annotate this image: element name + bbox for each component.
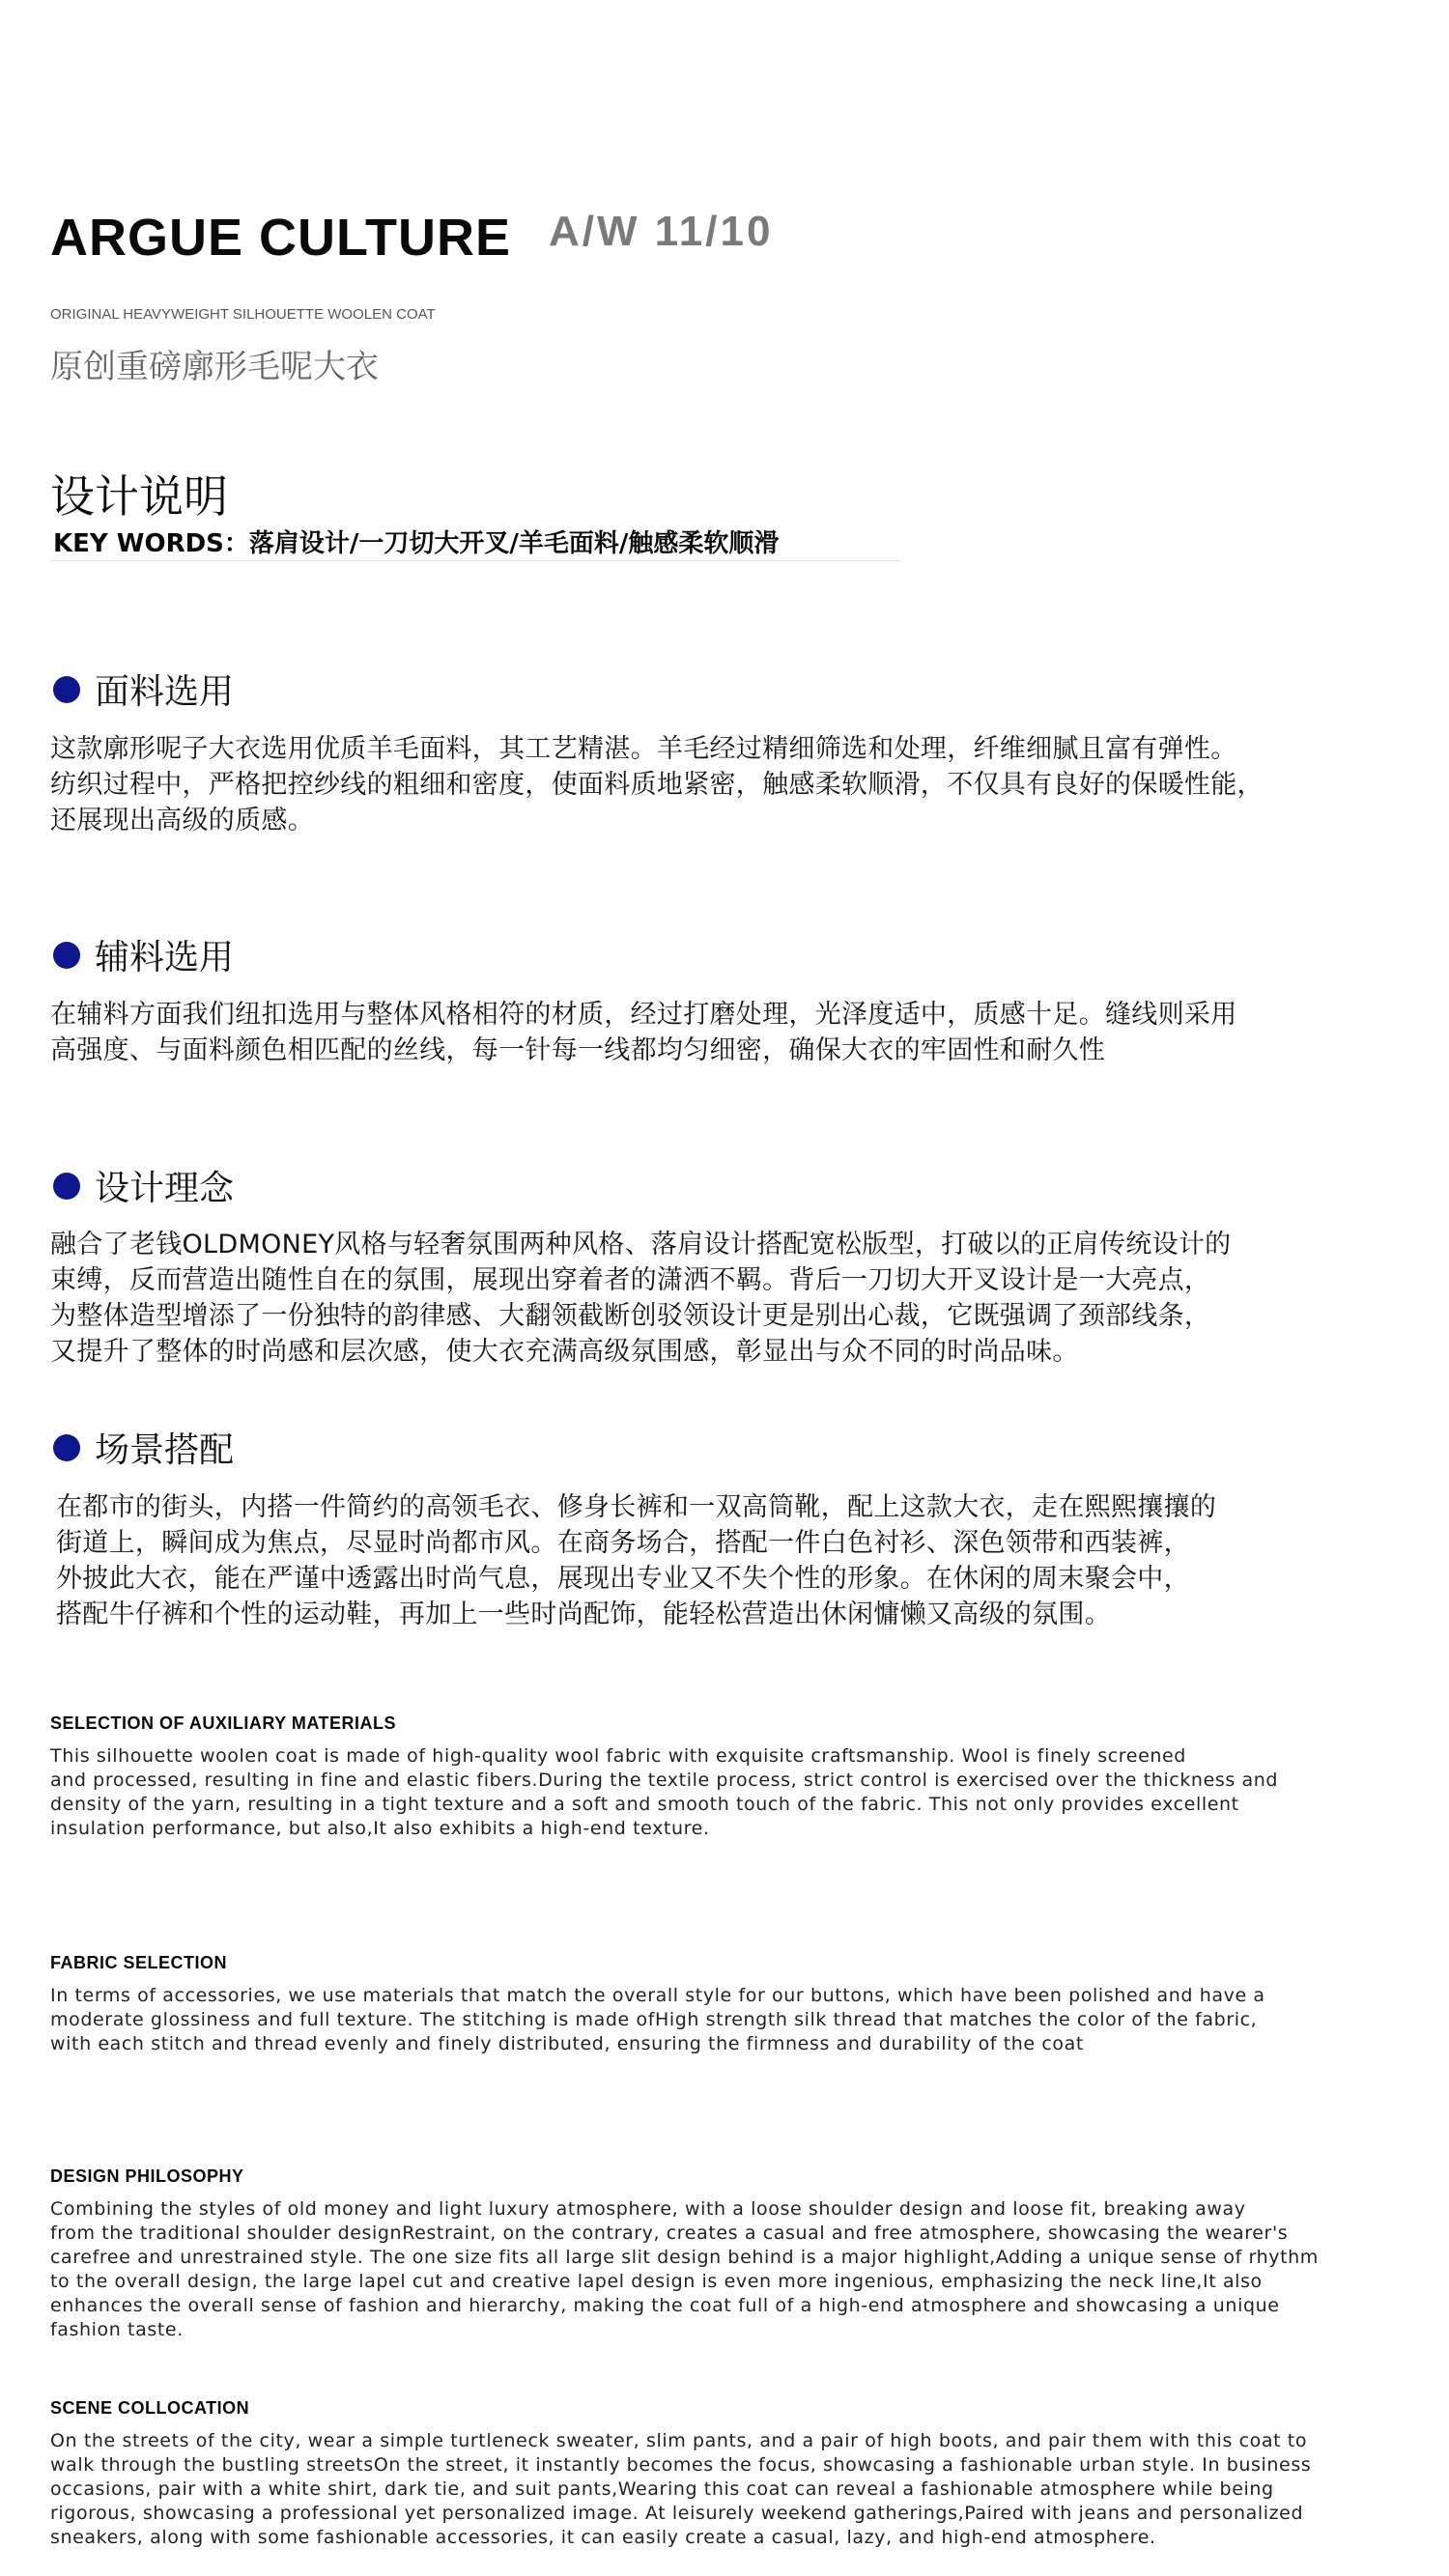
accessories-section-heading xyxy=(53,930,234,979)
en-design-text: Combining the styles of old money and light luxury atmosphere, with a loose shoulder design and loose fit, breaking away from the traditional shoulder designRestraint, on the contrary, creates a casual and free atmosphere, showcasing the wearer's carefree and unrestrained style. The one size fits all large slit design behind is a major highlight,Adding a unique sense of rhythm to the overall design, the large lapel cut and creative lapel design is even more ingenious, emphasizing the neck line,It also enhances the overall sense of fashion and hierarchy, making the coat full of a high-end atmosphere and showcasing a unique fashion taste. xyxy=(50,2198,1319,2340)
keywords-line: KEY WORDS：落肩设计/一刀切大开叉/羊毛面料/触感柔软顺滑 xyxy=(53,529,780,558)
concept-section-text: 融合了老钱OLDMONEY风格与轻奢氛围两种风格、落肩设计搭配宽松版型，打破以的正肩传统设计的 束缚，反而营造出随性自在的氛围，展现出穿着者的潇洒不羁。背后一刀切大开叉设计是一大亮点， 为整体造型增添了一份独特的韵律感、大翻领截断创驳领设计更是别出心裁，它既强调了颈部线条， 又提升了整体的时尚感和层次感，使大衣充满高级氛围感，彰显出与众不同的时尚品味。 xyxy=(50,1230,1232,1367)
en-design-heading: DESIGN PHILOSOPHY xyxy=(50,2166,244,2186)
scene-heading-label: 场景搭配 xyxy=(95,1430,235,1470)
season-label: A/W 11/10 xyxy=(549,208,774,255)
en-scene-heading: SCENE COLLOCATION xyxy=(50,2398,250,2418)
en-auxiliary-heading: SELECTION OF AUXILIARY MATERIALS xyxy=(50,1713,397,1733)
fabric-section-heading xyxy=(53,665,234,714)
design-notes-title: 设计说明 xyxy=(50,470,228,523)
en-fabric-heading: FABRIC SELECTION xyxy=(50,1953,228,1972)
keywords-divider xyxy=(50,560,900,561)
scene-section-heading xyxy=(53,1423,234,1472)
accessories-heading-label: 辅料选用 xyxy=(95,938,235,977)
fabric-section-text: 这款廓形呢子大衣选用优质羊毛面料，其工艺精湛。羊毛经过精细筛选和处理，纤维细腻且富有弹性。 纺织过程中，严格把控纱线的粗细和密度，使面料质地紧密，触感柔软顺滑，不仅具有良好的保暖性能， 还展现出高级的质感。 xyxy=(50,734,1264,835)
scene-section-text: 在都市的街头，内搭一件简约的高领毛衣、修身长裤和一双高筒靴，配上这款大衣，走在熙熙攘攘的 街道上，瞬间成为焦点，尽显时尚都市风。在商务场合，搭配一件白色衬衫、深色领带和西装裤， 外披此大衣，能在严谨中透露出时尚气息，展现出专业又不失个性的形象。在休闲的周末聚会中， 搭配牛仔裤和个性的运动鞋，再加上一些时尚配饰，能轻松营造出休闲慵懒又高级的氛围。 xyxy=(56,1492,1217,1629)
bullet-dot-icon xyxy=(53,676,80,703)
accessories-section-text: 在辅料方面我们纽扣选用与整体风格相符的材质，经过打磨处理，光泽度适中，质感十足。缝线则采用 高强度、与面料颜色相匹配的丝线，每一针每一线都均匀细密，确保大衣的牢固性和耐久性 xyxy=(50,1000,1237,1065)
subtitle-chinese: 原创重磅廓形毛呢大衣 xyxy=(50,348,379,386)
concept-section-heading xyxy=(53,1161,234,1210)
bullet-dot-icon xyxy=(53,942,80,969)
en-scene-text: On the streets of the city, wear a simple turtleneck sweater, slim pants, and a pair of high boots, and pair them with this coat to walk through the bustling streetsOn the street, it instantly becomes the focus, showcasing a fashionable urban style. In business occasions, pair with a white shirt, dark tie, and suit pants,Wearing this coat can reveal a fashionable atmosphere while being rigorous, showcasing a professional yet personalized image. At leisurely weekend gatherings,Paired with jeans and personalized sneakers, along with some fashionable accessories, it can easily create a casual, lazy, and high-end atmosphere. xyxy=(50,2430,1312,2548)
fabric-heading-label: 面料选用 xyxy=(95,672,235,712)
subtitle-english: ORIGINAL HEAVYWEIGHT SILHOUETTE WOOLEN COAT xyxy=(50,306,436,323)
concept-heading-label: 设计理念 xyxy=(95,1169,235,1208)
bullet-dot-icon xyxy=(53,1173,80,1200)
bullet-dot-icon xyxy=(53,1434,80,1461)
en-auxiliary-text: This silhouette woolen coat is made of high-quality wool fabric with exquisite craftsmanship. Wool is finely screened and processed, resulting in fine and elastic fibers.During the textile process, strict control is exercised over the thickness and density of the yarn, resulting in a tight texture and a soft and smooth touch of the fabric. This not only provides excellent insulation performance, but also,It also exhibits a high-end texture. xyxy=(50,1745,1279,1839)
brand-title: ARGUE CULTURE xyxy=(50,209,511,267)
en-fabric-text: In terms of accessories, we use materials that match the overall style for our buttons, which have been polished and have a moderate glossiness and full texture. The stitching is made ofHigh strength silk thread that matches the color of the fabric, with each stitch and thread evenly and finely distributed, ensuring the firmness and durability of the coat xyxy=(50,1985,1265,2054)
